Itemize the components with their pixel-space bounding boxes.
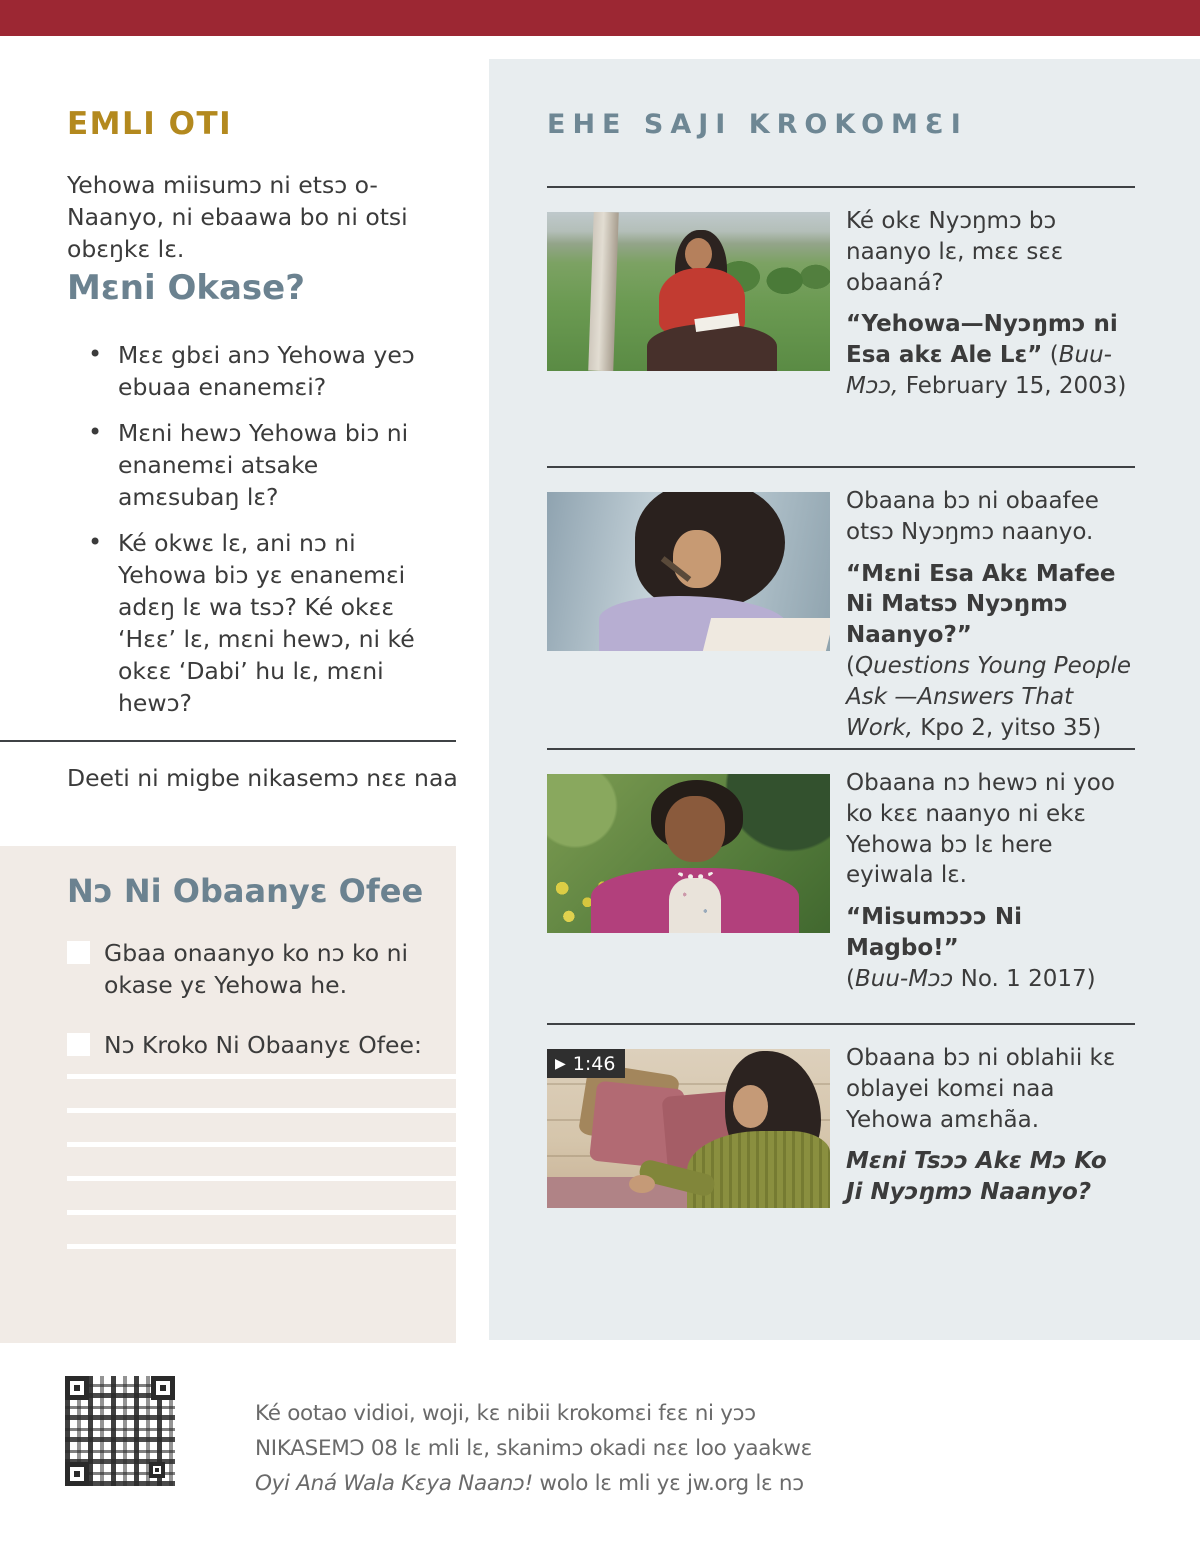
writing-line[interactable]: [67, 1244, 456, 1249]
footer-line: [255, 1466, 975, 1501]
entry-divider: [547, 186, 1135, 188]
video-duration-badge[interactable]: [547, 1049, 625, 1078]
entry-photo-orchard-woman: [547, 212, 830, 371]
entry-reference: [846, 559, 1135, 744]
tree-trunk-shape: [588, 212, 619, 371]
face-shape: [673, 530, 721, 588]
todo-item: [67, 938, 437, 1002]
entry-reference: [846, 902, 1135, 994]
blouse-shape: [669, 878, 721, 933]
top-color-bar: [0, 0, 1200, 36]
qr-finder-icon: [151, 1376, 175, 1400]
writing-line[interactable]: [67, 1176, 456, 1181]
entry-reference: [846, 1146, 1135, 1208]
reference-text: (: [1042, 342, 1059, 369]
publication-name: Buu-Mɔɔ,: [846, 342, 1112, 400]
video-thumbnail-praying-woman[interactable]: [547, 1049, 830, 1208]
todo-item-label: Gbaa onaanyo ko nɔ ko ni okase yɛ Yehowa he.: [104, 939, 409, 999]
qr-alignment-icon: [149, 1462, 165, 1478]
qr-finder-icon: [65, 1376, 89, 1400]
skirt-shape: [647, 324, 777, 371]
entry-lead: Ké okɛ Nyɔŋmɔ bɔ naanyo lɛ, mɛɛ sɛɛ obaaná?: [846, 208, 1064, 296]
entry-reference: [846, 309, 1135, 401]
book-title: Oyi Aná Wala Kɛya Naanɔ!: [255, 1471, 533, 1496]
questions-heading: Mɛni Okase?: [67, 268, 305, 308]
footer-note: [255, 1396, 975, 1501]
qr-code: [65, 1376, 175, 1486]
entry-lead: Obaana nɔ hewɔ ni yoo ko kɛɛ naanyo ni ekɛ Yehowa bɔ lɛ here eyiwala lɛ.: [846, 770, 1115, 889]
intro-paragraph: Yehowa miisumɔ ni etsɔ o-Naanyo, ni ebaawa bo ni otsi obɛŋkɛ lɛ.: [67, 171, 408, 264]
qr-finder-icon: [65, 1462, 89, 1486]
reference-locator: Kpo 2, yitso 35): [912, 714, 1102, 741]
todo-item-label: Nɔ Kroko Ni Obaanyɛ Ofee:: [104, 1031, 422, 1059]
face-shape: [685, 238, 712, 270]
entry-text: [846, 768, 1135, 1006]
footer-line-rest: wolo lɛ mli yɛ jw.org lɛ nɔ: [532, 1471, 804, 1496]
face-shape: [733, 1085, 768, 1128]
entry-lead: Obaana bɔ ni obaafee otsɔ Nyɔŋmɔ naanyo.: [846, 488, 1099, 545]
question-text: Mɛɛ gbɛi anɔ Yehowa yeɔ ebuaa enanemɛi?: [118, 341, 415, 401]
bullet-icon: •: [88, 527, 103, 556]
entry-divider: [547, 748, 1135, 750]
reference-text: (: [846, 653, 855, 680]
reference-text: (: [846, 965, 855, 992]
reference-title: “Yehowa—Nyɔŋmɔ ni Esa akɛ Ale Lɛ”: [846, 311, 1118, 369]
question-item: [88, 528, 440, 720]
entry-text: [846, 1043, 1135, 1219]
reference-panel-heading: EHE SAJI KROKOMƐI: [547, 109, 968, 140]
pearl-necklace-shape: [675, 860, 715, 879]
entry-lead: Obaana bɔ ni oblahii kɛ oblayei komɛi naa Yehowa amɛhãa.: [846, 1045, 1116, 1133]
bullet-icon: •: [88, 340, 103, 368]
writing-line[interactable]: [67, 1074, 456, 1079]
bullet-icon: •: [88, 417, 103, 446]
todo-item: [67, 1030, 437, 1062]
checkbox[interactable]: [67, 1033, 90, 1056]
writing-line[interactable]: [67, 1210, 456, 1215]
reference-title: “Mɛni Esa Akɛ Mafee: [846, 560, 1116, 587]
play-icon: ▶: [555, 1055, 566, 1072]
question-item: [88, 418, 440, 514]
entry-text: [846, 486, 1135, 755]
reference-date: February 15, 2003): [898, 373, 1127, 400]
todo-box: [0, 846, 456, 1343]
video-duration: 1:46: [572, 1052, 616, 1075]
clasped-hands-shape: [629, 1175, 655, 1193]
question-item: [88, 340, 440, 404]
olive-sweater-shape: [687, 1131, 830, 1208]
writing-line[interactable]: [67, 1142, 456, 1147]
question-list: [88, 340, 440, 733]
question-text: Ké okwɛ lɛ, ani nɔ ni Yehowa biɔ yɛ enanemɛi adɛŋ lɛ wa tsɔ? Ké okɛɛ ‘Hɛɛ’ lɛ, mɛni hewɔ, ni ké okɛɛ ‘Dabi’ hu lɛ, mɛni hewɔ?: [118, 528, 415, 717]
checkbox[interactable]: [67, 941, 90, 964]
entry-divider: [547, 466, 1135, 468]
book-shape: [703, 618, 830, 651]
reference-title: “Misumɔɔɔ Ni Magbo!”: [846, 904, 1022, 962]
reference-title: Ni Matsɔ Nyɔŋmɔ Naanyo?”: [846, 591, 1068, 649]
entry-divider: [547, 1023, 1135, 1025]
entry-photo-girl-writing: [547, 492, 830, 651]
todo-heading: Nɔ Ni Obaanyɛ Ofee: [67, 872, 424, 910]
publication-name: Questions Young People Ask —Answers That Work,: [846, 653, 1132, 741]
entry-text: [846, 206, 1135, 413]
publication-name: Buu-Mɔɔ: [854, 965, 954, 992]
entry-photo-smiling-woman: [547, 774, 830, 933]
face-shape: [665, 796, 725, 862]
date-line-label: Deeti ni migbe nikasemɔ nɛɛ naa: [67, 764, 458, 792]
writing-line[interactable]: [67, 1108, 456, 1113]
video-title: Ji Nyɔŋmɔ Naanyo?: [846, 1179, 1092, 1206]
footer-line: NIKASEMƆ 08 lɛ mli lɛ, skanimɔ okadi nɛɛ loo yaakwɛ: [255, 1436, 812, 1461]
question-text: Mɛni hewɔ Yehowa biɔ ni enanemɛi atsake amɛsubaŋ lɛ?: [118, 418, 409, 511]
footer-line: Ké ootao vidioi, woji, kɛ nibii krokomɛi fɛɛ ni yɔɔ: [255, 1401, 756, 1426]
video-title: Mɛni Tsɔɔ Akɛ Mɔ Ko: [846, 1148, 1107, 1175]
reference-date: No. 1 2017): [953, 965, 1096, 992]
page-title: EMLI OTI: [67, 106, 233, 142]
section-divider: [0, 740, 456, 742]
